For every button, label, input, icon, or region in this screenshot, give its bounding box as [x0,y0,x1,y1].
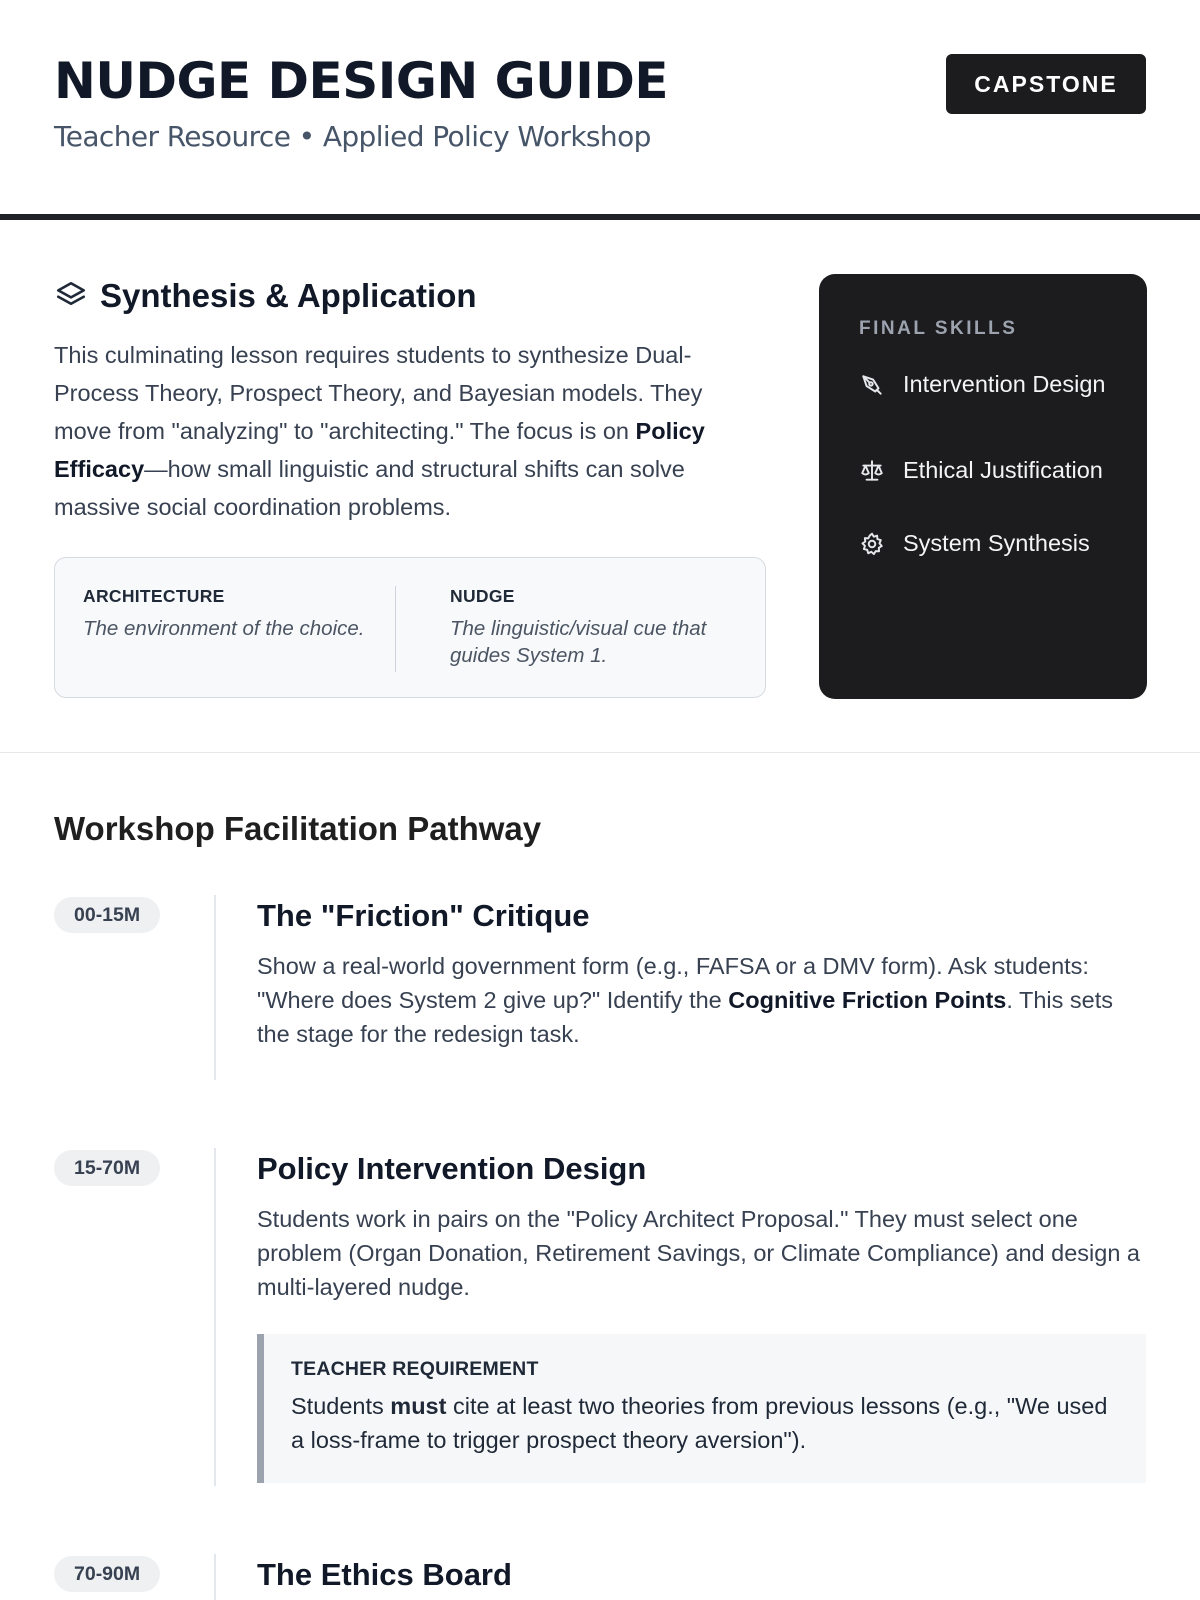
header-divider [0,214,1200,220]
teacher-requirement-callout [257,1334,1146,1483]
layers-icon [54,279,88,313]
document-title: NUDGE DESIGN GUIDE [54,52,669,110]
skill-item-intervention-design [859,368,1105,401]
step-content [257,1150,1146,1483]
pathway-step-3 [54,1556,1146,1600]
requirement-text-emphasis: must [390,1393,447,1419]
definition-term: NUDGE [450,586,515,606]
step-content [257,1556,1146,1594]
skill-item-ethical-justification [859,454,1103,487]
timeline-line [214,1148,216,1486]
skill-label: Ethical Justification [903,457,1103,483]
step-content [257,897,1146,1051]
pathway-title: Workshop Facilitation Pathway [54,810,542,847]
definition-nudge [450,586,740,669]
pathway-step-2 [54,1150,1146,1490]
definition-text: The linguistic/visual cue that guides System 1. [450,617,707,667]
definition-architecture [83,586,373,642]
synthesis-text-2: —how small linguistic and structural shifts can solve massive social coordination problems. [54,456,685,520]
requirement-label: TEACHER REQUIREMENT [291,1358,539,1380]
document-subtitle: Teacher Resource • Applied Policy Workshop [54,120,651,153]
requirement-text-2: cite at least two theories from previous lessons (e.g., "We used a loss-frame to trigger prospect theory aversion"). [291,1393,1108,1453]
synthesis-heading [54,274,766,318]
final-skills-card [819,274,1147,699]
requirement-text [291,1389,1116,1457]
step-title: Policy Intervention Design [257,1151,647,1186]
time-badge: 15-70M [54,1150,160,1186]
synthesis-text-emphasis: Policy Efficacy [54,418,705,482]
definition-divider [395,586,396,672]
capstone-badge: CAPSTONE [946,54,1146,114]
time-badge: 00-15M [54,897,160,933]
definition-term: ARCHITECTURE [83,586,225,606]
synthesis-description [54,336,766,526]
step-title: The "Friction" Critique [257,898,590,933]
scale-icon [859,458,885,484]
skill-item-system-synthesis [859,527,1090,560]
step-description: Students work in pairs on the "Policy Architect Proposal." They must select one problem (Organ Donation, Retirement Savings, or Climate Compliance) and design a multi-layered nudge. [257,1206,1140,1300]
step-title: The Ethics Board [257,1557,512,1592]
definition-text: The environment of the choice. [83,617,365,640]
skill-label: Intervention Design [903,371,1106,397]
skill-label: System Synthesis [903,530,1090,556]
step-text-1: Show a real-world government form (e.g., FAFSA or a DMV form). Ask students: "Where does System 2 give up?" Identify the [257,953,1089,1013]
time-badge: 70-90M [54,1556,160,1592]
final-skills-label: FINAL SKILLS [859,318,1018,339]
timeline-line [214,895,216,1080]
synthesis-section [54,274,766,526]
pen-tool-icon [859,372,885,398]
step-text-2: . This sets the stage for the redesign task. [257,987,1114,1047]
requirement-text-1: Students [291,1393,391,1419]
gear-icon [859,531,885,557]
step-text-emphasis: Cognitive Friction Points [728,987,1007,1013]
definitions-box [54,557,766,698]
synthesis-text-1: This culminating lesson requires students to synthesize Dual-Process Theory, Prospect Theory, and Bayesian models. They move from "analyzing" to "architecting." The focus is on [54,342,703,444]
pathway-step-1 [54,897,1146,1082]
section-divider [0,752,1200,753]
step-description [257,949,1146,1051]
page-header [54,0,1146,216]
synthesis-title: Synthesis & Application [100,277,477,314]
timeline-line [214,1554,216,1600]
